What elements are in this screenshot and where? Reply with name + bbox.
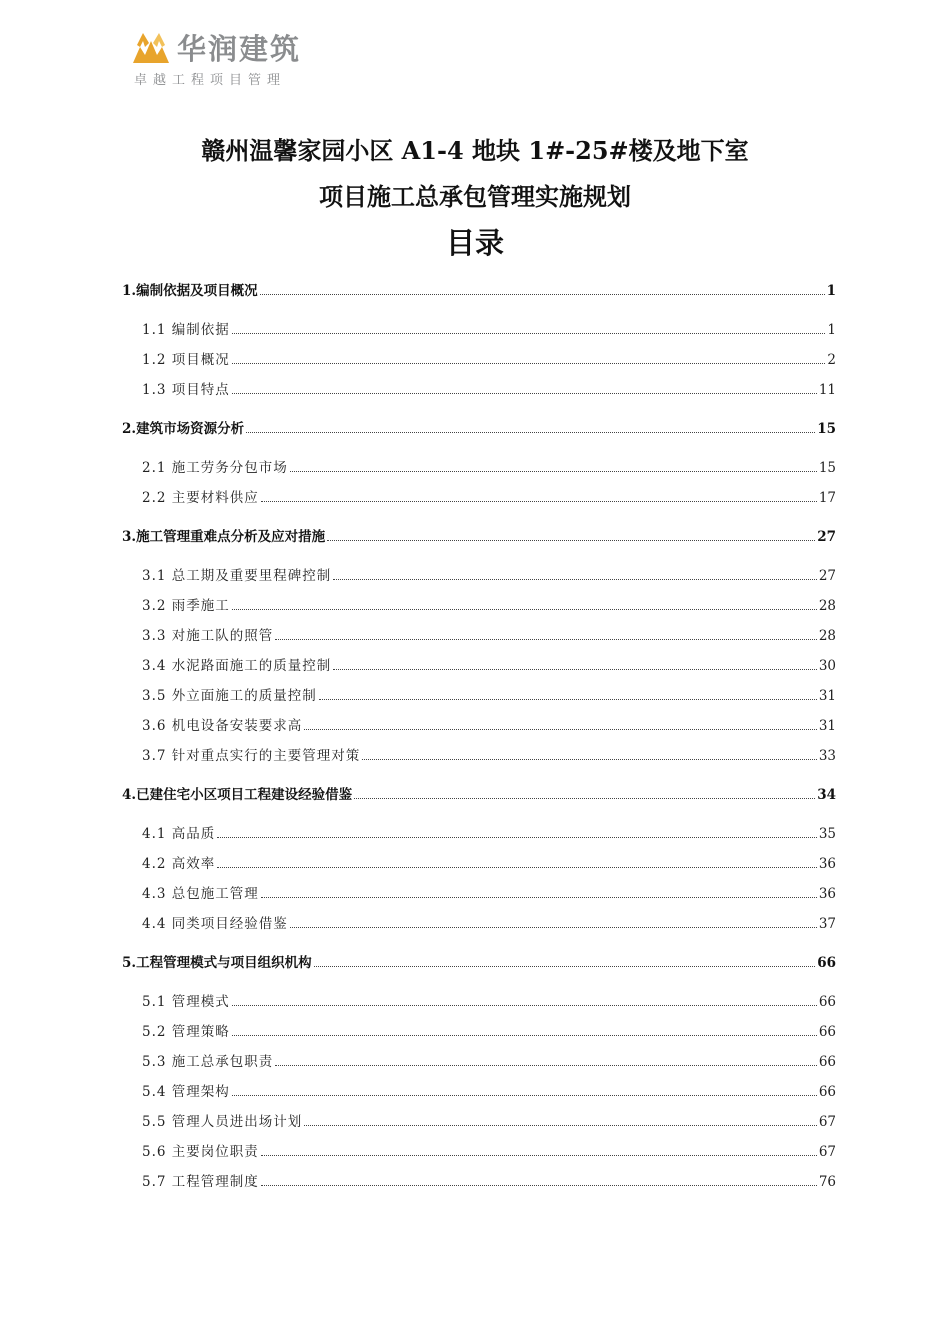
toc-entry-label: 4.1 高品质 bbox=[142, 826, 216, 842]
toc-dot-leader bbox=[232, 608, 817, 610]
toc-entry-page-number: 66 bbox=[818, 1054, 836, 1070]
toc-dot-leader bbox=[275, 1064, 817, 1066]
toc-section-entry[interactable] bbox=[142, 714, 836, 734]
toc-dot-leader bbox=[304, 728, 817, 730]
toc-section-entry[interactable] bbox=[142, 378, 836, 398]
toc-entry-label: 3.3 对施工队的照管 bbox=[142, 628, 274, 644]
toc-entry-label: 5.6 主要岗位职责 bbox=[142, 1144, 259, 1160]
toc-dot-leader bbox=[261, 1184, 817, 1186]
toc-dot-leader bbox=[362, 758, 817, 760]
toc-entry-label: 3.6 机电设备安装要求高 bbox=[142, 718, 303, 734]
toc-dot-leader bbox=[333, 578, 817, 580]
toc-entry-label: 2.2 主要材料供应 bbox=[142, 490, 259, 506]
toc-dot-leader bbox=[261, 500, 817, 502]
toc-chapter-entry[interactable] bbox=[122, 951, 836, 971]
toc-entry-label: 3.1 总工期及重要里程碑控制 bbox=[142, 568, 332, 584]
toc-entry-label: 3.5 外立面施工的质量控制 bbox=[142, 688, 317, 704]
toc-dot-leader bbox=[333, 668, 817, 670]
toc-dot-leader bbox=[232, 1034, 817, 1036]
toc-section-entry[interactable] bbox=[142, 1020, 836, 1040]
logo-slogan: 卓越工程项目管理 bbox=[134, 73, 287, 88]
toc-entry-page-number: 28 bbox=[818, 598, 836, 614]
toc-entry-page-number: 31 bbox=[818, 688, 836, 704]
toc-dot-leader bbox=[260, 293, 825, 295]
toc-entry-label: 4.2 高效率 bbox=[142, 856, 216, 872]
toc-entry-page-number: 67 bbox=[818, 1144, 836, 1160]
toc-section-entry[interactable] bbox=[142, 624, 836, 644]
toc-entry-page-number: 17 bbox=[818, 490, 836, 506]
toc-dot-leader bbox=[319, 698, 817, 700]
toc-entry-label: 4.4 同类项目经验借鉴 bbox=[142, 916, 288, 932]
toc-entry-label: 2.1 施工劳务分包市场 bbox=[142, 460, 288, 476]
toc-entry-label: 5.5 管理人员进出场计划 bbox=[142, 1114, 303, 1130]
toc-section-entry[interactable] bbox=[142, 912, 836, 932]
toc-entry-page-number: 15 bbox=[818, 460, 836, 476]
toc-section-entry[interactable] bbox=[142, 822, 836, 842]
toc-entry-label: 3.4 水泥路面施工的质量控制 bbox=[142, 658, 332, 674]
toc-entry-page-number: 27 bbox=[817, 529, 836, 545]
toc-section-entry[interactable] bbox=[142, 1140, 836, 1160]
toc-entry-page-number: 28 bbox=[818, 628, 836, 644]
toc-section-entry[interactable] bbox=[142, 654, 836, 674]
toc-entry-page-number: 66 bbox=[817, 955, 836, 971]
toc-entry-page-number: 66 bbox=[818, 1084, 836, 1100]
toc-dot-leader bbox=[246, 431, 815, 433]
toc-entry-label: 1.2 项目概况 bbox=[142, 352, 230, 368]
toc-section-entry[interactable] bbox=[142, 594, 836, 614]
logo-company-name: 华润建筑 bbox=[177, 32, 302, 66]
toc-section-entry[interactable] bbox=[142, 486, 836, 506]
toc-chapter-entry[interactable] bbox=[122, 783, 836, 803]
toc-dot-leader bbox=[290, 470, 817, 472]
toc-entry-label: 5.1 管理模式 bbox=[142, 994, 230, 1010]
toc-dot-leader bbox=[232, 1004, 817, 1006]
toc-heading: 目录 bbox=[445, 226, 504, 260]
toc-dot-leader bbox=[217, 836, 817, 838]
toc-entry-page-number: 15 bbox=[817, 421, 836, 437]
toc-section-entry[interactable] bbox=[142, 318, 836, 338]
toc-entry-page-number: 67 bbox=[818, 1114, 836, 1130]
toc-entry-page-number: 66 bbox=[818, 1024, 836, 1040]
toc-dot-leader bbox=[275, 638, 817, 640]
toc-entry-page-number: 1 bbox=[826, 283, 836, 299]
toc-section-entry[interactable] bbox=[142, 684, 836, 704]
toc-entry-label: 2.建筑市场资源分析 bbox=[122, 421, 245, 437]
toc-entry-label: 5.3 施工总承包职责 bbox=[142, 1054, 274, 1070]
toc-entry-page-number: 36 bbox=[818, 856, 836, 872]
toc-entry-page-number: 33 bbox=[818, 748, 836, 764]
toc-section-entry[interactable] bbox=[142, 1080, 836, 1100]
toc-entry-page-number: 76 bbox=[818, 1174, 836, 1190]
toc-entry-page-number: 31 bbox=[818, 718, 836, 734]
toc-section-entry[interactable] bbox=[142, 1050, 836, 1070]
toc-dot-leader bbox=[232, 362, 826, 364]
toc-entry-page-number: 34 bbox=[817, 787, 836, 803]
toc-entry-label: 5.2 管理策略 bbox=[142, 1024, 230, 1040]
toc-entry-page-number: 66 bbox=[818, 994, 836, 1010]
toc-section-entry[interactable] bbox=[142, 1110, 836, 1130]
logo-mark-icon bbox=[133, 29, 169, 63]
toc-entry-label: 3.施工管理重难点分析及应对措施 bbox=[122, 529, 326, 545]
toc-entry-page-number: 2 bbox=[827, 352, 836, 368]
toc-dot-leader bbox=[232, 332, 826, 334]
toc-entry-page-number: 35 bbox=[818, 826, 836, 842]
toc-dot-leader bbox=[290, 926, 817, 928]
toc-entry-page-number: 30 bbox=[818, 658, 836, 674]
toc-dot-leader bbox=[232, 392, 817, 394]
toc-entry-page-number: 27 bbox=[818, 568, 836, 584]
toc-dot-leader bbox=[354, 797, 815, 799]
toc-dot-leader bbox=[261, 896, 817, 898]
document-title-line1: 赣州温馨家园小区 A1-4 地块 1#-25#楼及地下室 bbox=[201, 136, 749, 165]
toc-dot-leader bbox=[327, 539, 815, 541]
toc-section-entry[interactable] bbox=[142, 990, 836, 1010]
toc-entry-label: 5.工程管理模式与项目组织机构 bbox=[122, 955, 312, 971]
toc-entry-page-number: 1 bbox=[827, 322, 836, 338]
toc-section-entry[interactable] bbox=[142, 564, 836, 584]
toc-section-entry[interactable] bbox=[142, 882, 836, 902]
toc-entry-label: 4.3 总包施工管理 bbox=[142, 886, 259, 902]
toc-section-entry[interactable] bbox=[142, 456, 836, 476]
toc-entry-label: 1.1 编制依据 bbox=[142, 322, 230, 338]
toc-entry-label: 5.7 工程管理制度 bbox=[142, 1174, 259, 1190]
toc-entry-page-number: 11 bbox=[818, 382, 836, 398]
toc-chapter-entry[interactable] bbox=[122, 525, 836, 545]
toc-chapter-entry[interactable] bbox=[122, 279, 836, 299]
toc-entry-label: 3.2 雨季施工 bbox=[142, 598, 230, 614]
toc-section-entry[interactable] bbox=[142, 348, 836, 368]
toc-entry-label: 1.3 项目特点 bbox=[142, 382, 230, 398]
toc-entry-label: 5.4 管理架构 bbox=[142, 1084, 230, 1100]
toc-dot-leader bbox=[314, 965, 816, 967]
toc-entry-page-number: 37 bbox=[818, 916, 836, 932]
toc-section-entry[interactable] bbox=[142, 852, 836, 872]
toc-entry-label: 1.编制依据及项目概况 bbox=[122, 283, 258, 299]
toc-dot-leader bbox=[217, 866, 817, 868]
toc-dot-leader bbox=[232, 1094, 817, 1096]
toc-dot-leader bbox=[304, 1124, 817, 1126]
toc-entry-label: 3.7 针对重点实行的主要管理对策 bbox=[142, 748, 361, 764]
toc-entry-label: 4.已建住宅小区项目工程建设经验借鉴 bbox=[122, 787, 353, 803]
company-logo bbox=[133, 27, 373, 91]
toc-chapter-entry[interactable] bbox=[122, 417, 836, 437]
toc-entry-page-number: 36 bbox=[818, 886, 836, 902]
document-title-line2: 项目施工总承包管理实施规划 bbox=[319, 182, 631, 211]
toc-section-entry[interactable] bbox=[142, 744, 836, 764]
toc-section-entry[interactable] bbox=[142, 1170, 836, 1190]
toc-dot-leader bbox=[261, 1154, 817, 1156]
